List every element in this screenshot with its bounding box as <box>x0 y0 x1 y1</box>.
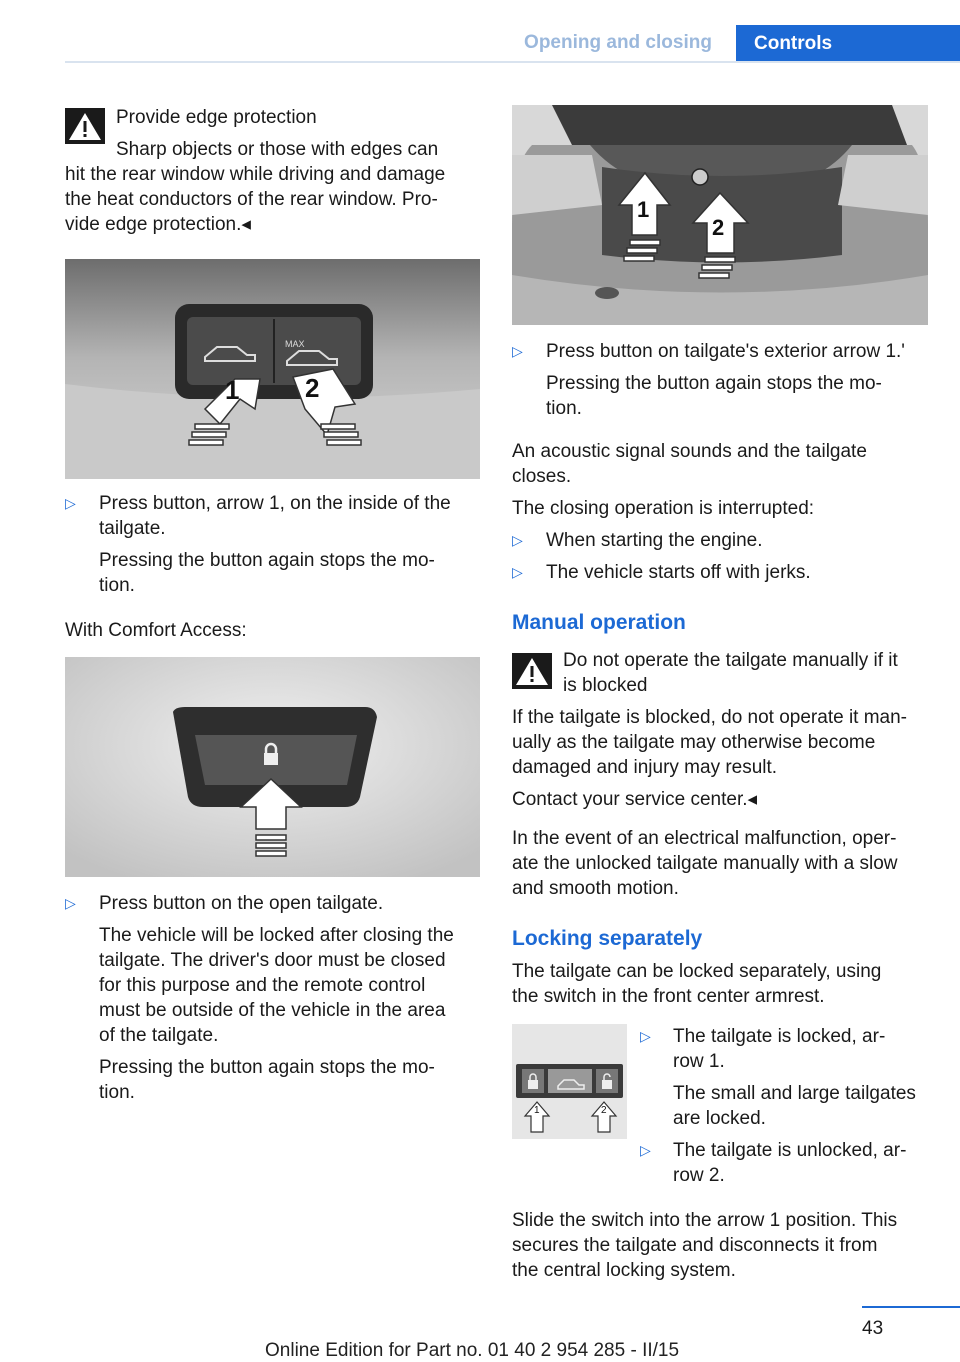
bullet-triangle-icon: ▷ <box>65 895 76 911</box>
interior-tailgate-buttons-image <box>65 259 480 479</box>
arrow-2-label: 2 <box>305 373 320 403</box>
slide-text: the central locking system. <box>512 1260 736 1281</box>
acoustic-text: An acoustic signal sounds and the tailgate <box>512 441 867 462</box>
instruction-note: for this purpose and the remote control <box>99 975 426 996</box>
acoustic-text: closes. <box>512 466 572 487</box>
instruction-note: The small and large tailgates <box>673 1083 916 1104</box>
bullet-triangle-icon: ▷ <box>640 1142 651 1158</box>
arrow-1-label: 1 <box>225 375 240 405</box>
instruction-note: The vehicle will be locked after closing the <box>99 925 454 946</box>
header-rule <box>65 61 960 63</box>
instruction-text: Press button on tailgate's exterior arrow 1.' <box>546 341 905 362</box>
locking-text: the switch in the front center armrest. <box>512 986 825 1007</box>
warning-text-line: damaged and injury may result. <box>512 757 778 778</box>
instruction-note: tion. <box>99 1082 135 1103</box>
instruction-text: row 1. <box>673 1051 725 1072</box>
instruction-note: Pressing the button again stops the mo- <box>99 1057 435 1078</box>
manual-operation-heading: Manual operation <box>512 611 686 634</box>
instruction-note: tion. <box>99 575 135 596</box>
warning-title: Provide edge protection <box>116 107 317 128</box>
instruction-text: row 2. <box>673 1165 725 1186</box>
list-item: When starting the engine. <box>546 530 763 551</box>
malfunction-text: ate the unlocked tailgate manually with a slow <box>512 853 898 874</box>
warning-text-line: hit the rear window while driving and damage <box>65 164 446 185</box>
bullet-triangle-icon: ▷ <box>512 532 523 548</box>
warning-text-line: Contact your service center.◂ <box>512 789 758 810</box>
arrow-1-label: 1 <box>637 197 650 222</box>
instruction-text: The tailgate is unlocked, ar- <box>673 1140 907 1161</box>
warning-title: Do not operate the tailgate manually if it <box>563 650 898 671</box>
instruction-text: Press button on the open tailgate. <box>99 893 384 914</box>
malfunction-text: In the event of an electrical malfunction, oper- <box>512 828 897 849</box>
locking-separately-heading: Locking separately <box>512 927 703 950</box>
comfort-access-label: With Comfort Access: <box>65 620 247 641</box>
bullet-triangle-icon: ▷ <box>512 564 523 580</box>
locking-text: The tailgate can be locked separately, using <box>512 961 882 982</box>
arrow-1-label: 1 <box>534 1105 540 1116</box>
malfunction-text: and smooth motion. <box>512 878 679 899</box>
arrow-2-label: 2 <box>601 1105 607 1116</box>
list-item: The vehicle starts off with jerks. <box>546 562 811 583</box>
warning-icon <box>65 108 105 144</box>
slide-text: secures the tailgate and disconnects it from <box>512 1235 878 1256</box>
footer-edition: Online Edition for Part no. 01 40 2 954 285 - II/15 <box>265 1340 680 1361</box>
header-section-title: Opening and closing <box>524 32 712 53</box>
max-label: MAX <box>285 339 305 349</box>
warning-text-line: the heat conductors of the rear window. Pro- <box>65 189 438 210</box>
warning-text-line: Sharp objects or those with edges can <box>116 139 439 160</box>
instruction-note: Pressing the button again stops the mo- <box>99 550 435 571</box>
page-number: 43 <box>862 1318 884 1339</box>
bullet-triangle-icon: ▷ <box>512 343 523 359</box>
instruction-text: tailgate. <box>99 518 166 539</box>
header-controls-tab: Controls <box>736 25 960 63</box>
instruction-note: of the tailgate. <box>99 1025 219 1046</box>
instruction-text: Press button, arrow 1, on the inside of the <box>99 493 451 514</box>
warning-title: is blocked <box>563 675 648 696</box>
bullet-triangle-icon: ▷ <box>65 495 76 511</box>
instruction-note: tailgate. The driver's door must be closed <box>99 950 446 971</box>
instruction-note: Pressing the button again stops the mo- <box>546 373 882 394</box>
warning-text-line: If the tailgate is blocked, do not operate it man- <box>512 707 908 728</box>
comfort-access-button-image <box>65 657 480 877</box>
arrow-2-label: 2 <box>712 215 725 240</box>
warning-icon <box>512 653 552 689</box>
interrupted-text: The closing operation is interrupted: <box>512 498 815 519</box>
instruction-text: The tailgate is locked, ar- <box>673 1026 886 1047</box>
instruction-note: tion. <box>546 398 582 419</box>
warning-text-line: ually as the tailgate may otherwise become <box>512 732 876 753</box>
lock-switch-image <box>512 1024 627 1139</box>
instruction-note: are locked. <box>673 1108 766 1129</box>
slide-text: Slide the switch into the arrow 1 position. This <box>512 1210 898 1231</box>
exterior-tailgate-image <box>512 105 928 325</box>
warning-text-line: vide edge protection.◂ <box>65 214 251 235</box>
footer-rule <box>862 1306 960 1308</box>
instruction-note: must be outside of the vehicle in the area <box>99 1000 446 1021</box>
bullet-triangle-icon: ▷ <box>640 1028 651 1044</box>
